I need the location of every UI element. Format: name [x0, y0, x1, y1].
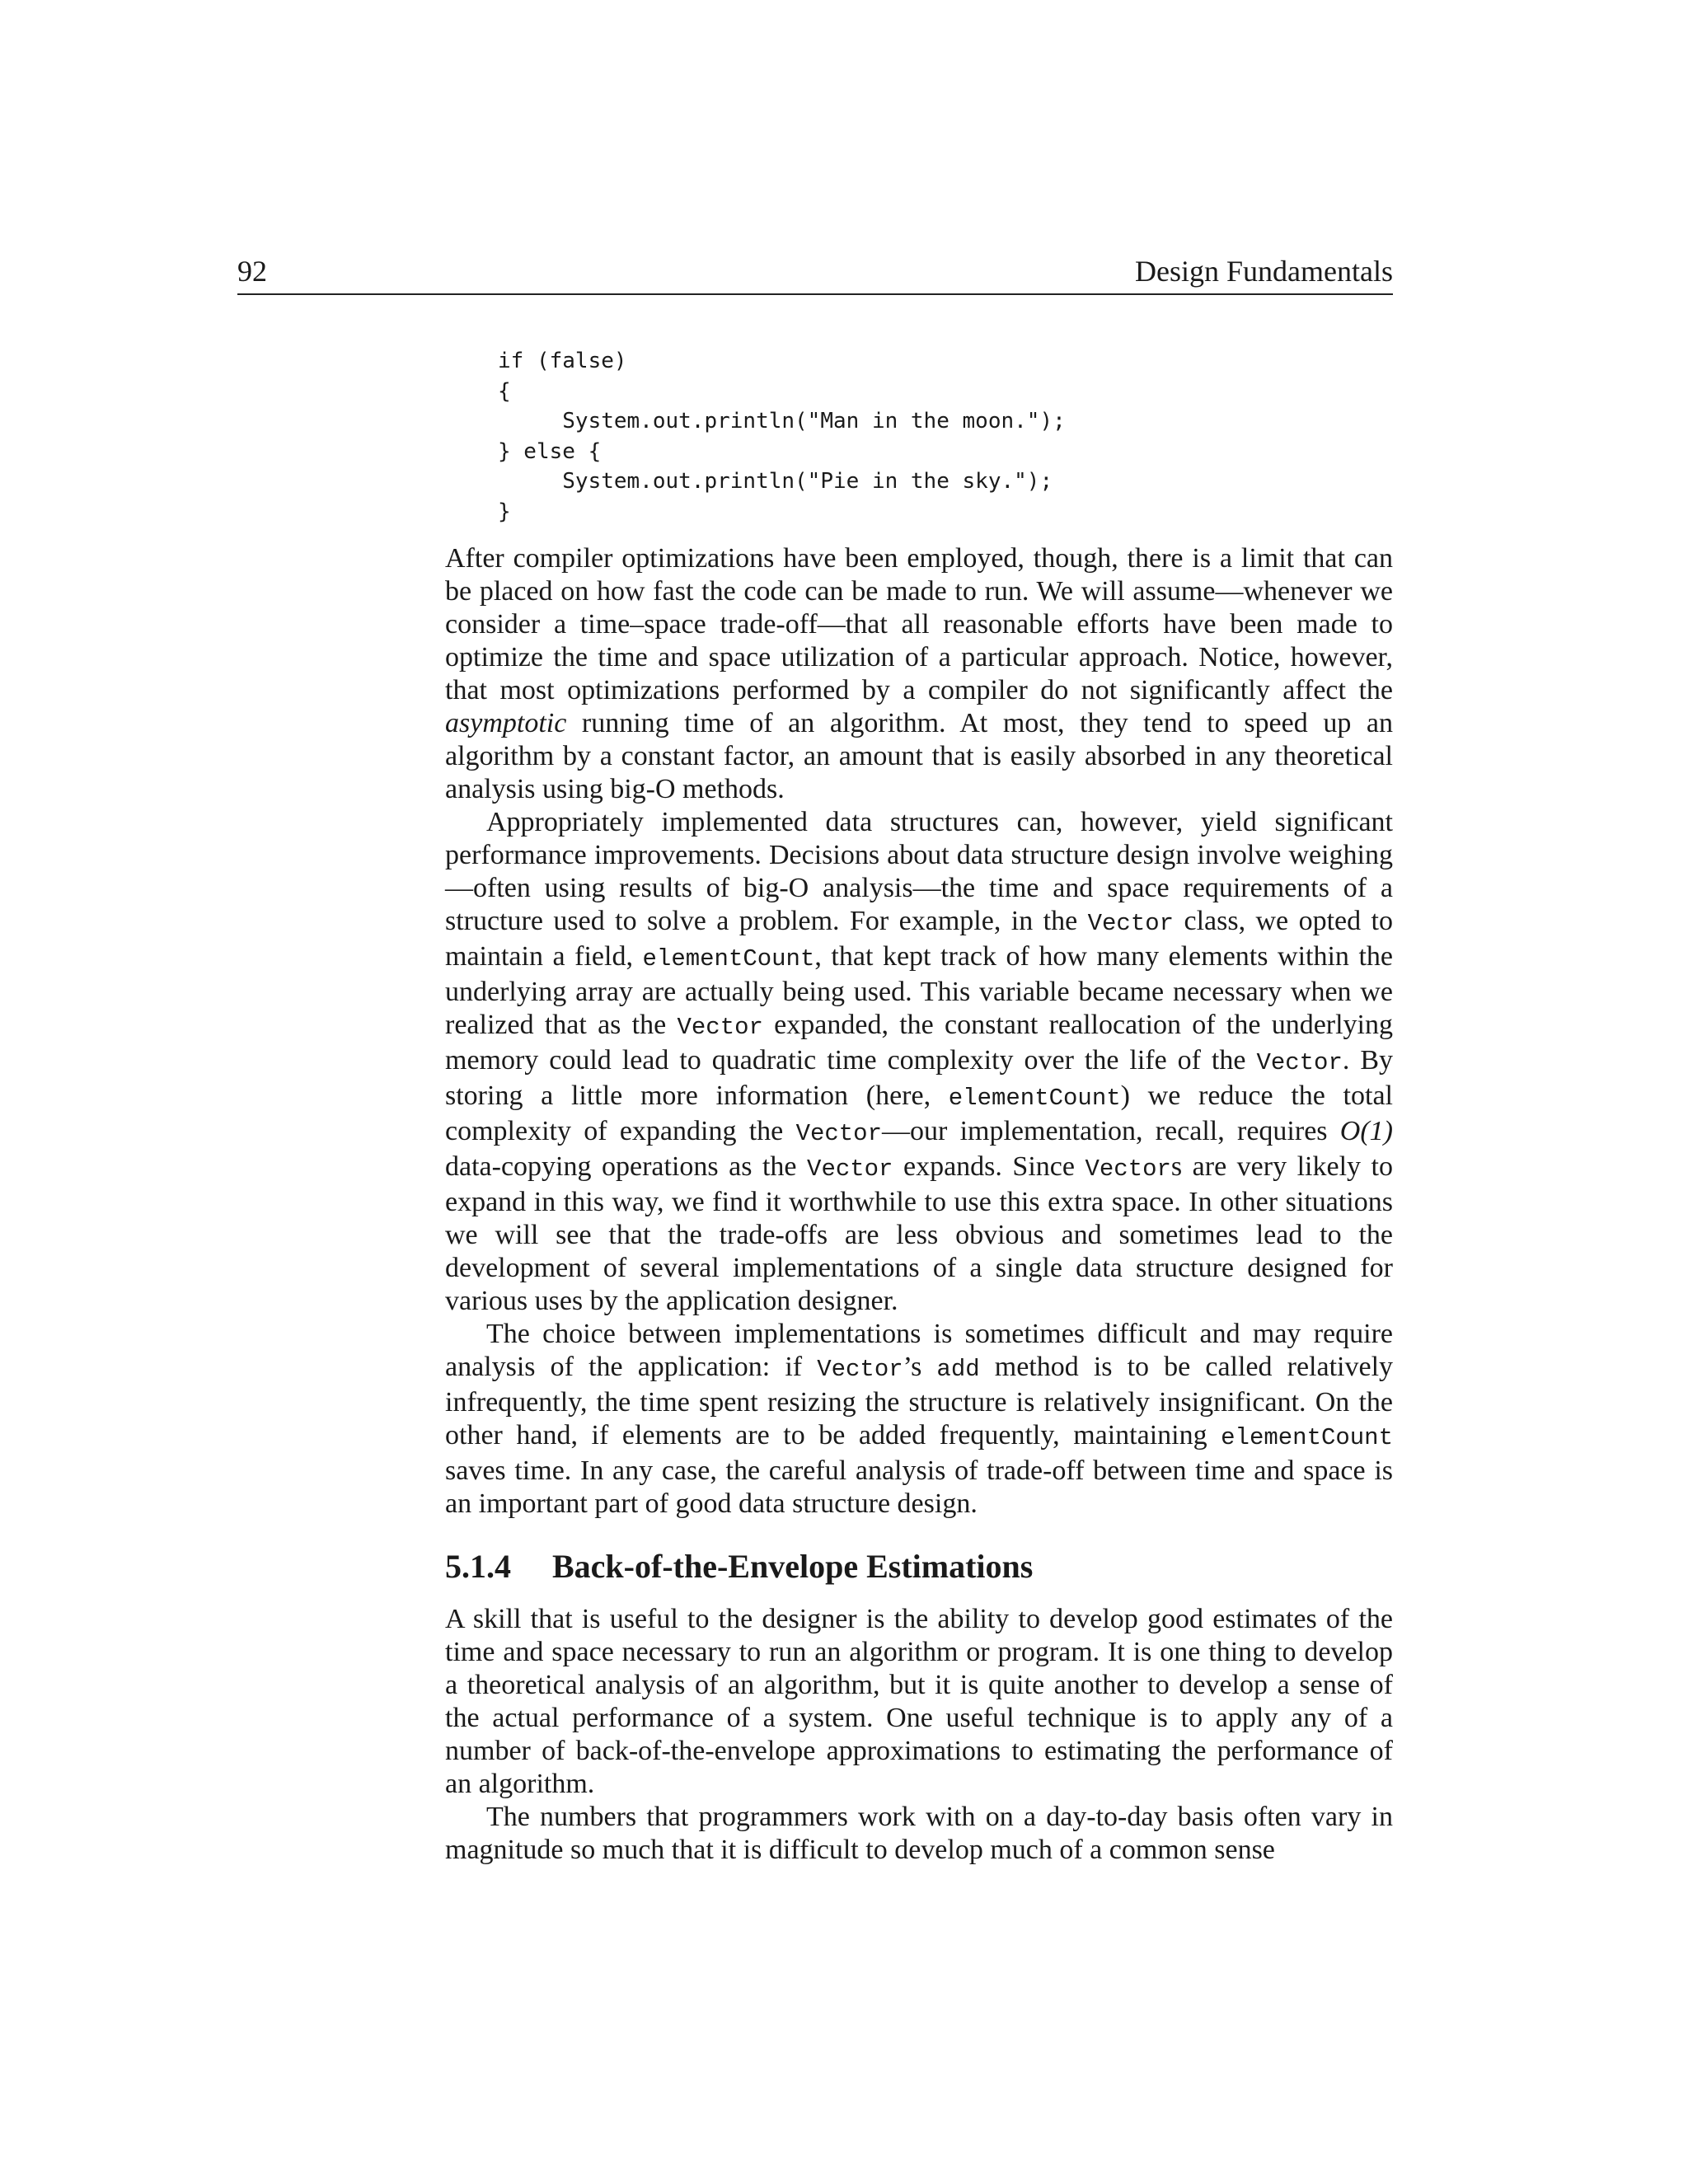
- code-line: } else {: [498, 438, 602, 464]
- code-term: Vector: [817, 1356, 903, 1383]
- paragraph: [445, 1318, 1393, 1521]
- code-term: elementCount: [642, 945, 815, 972]
- paragraph: The numbers that programmers work with on a day-to-day basis often vary in magnitude so much that it is difficult to develop much of a common sense: [445, 1802, 1393, 1865]
- text-run: saves time. In any case, the careful analysis of trade-off between time and space is an important part of good data structure design.: [445, 1455, 1393, 1519]
- code-line: }: [498, 499, 511, 524]
- text-run: Appropriately implemented data structures can, however, yield significant performance improvements. Decisions about data structure design involve weighing—often using results of big-O analysis—the time and space requirements of a structure used to solve a problem. For example, in the: [445, 807, 1393, 936]
- page-number: 92: [237, 255, 267, 288]
- text-run: method is to be called relatively infrequently, the time spent resizing the structure is relatively insignificant. On the other hand, if elements are to be added frequently, maintaining: [445, 1352, 1394, 1451]
- text-run: , that kept track of how many elements within the underlying array are actually being used. This variable became necessary when we realized that as the: [445, 941, 1393, 1040]
- code-term: add: [936, 1356, 980, 1383]
- page-header: [237, 254, 1393, 295]
- code-term: elementCount: [1221, 1424, 1393, 1451]
- code-term: Vector: [1085, 1155, 1171, 1183]
- paragraph: A skill that is useful to the designer is the ability to develop good estimates of the time and space necessary to run an algorithm or program. It is one thing to develop a theoretical analysis of an algorithm, but it is quite another to develop a sense of the actual performance of a system. One useful technique is to apply any of a number of back-of-the-envelope approximations to estimating the performance of an algorithm.: [445, 1604, 1393, 1799]
- section-title: Back-of-the-Envelope Estimations: [552, 1548, 1034, 1585]
- code-term: Vector: [795, 1120, 882, 1147]
- code-term: Vector: [1087, 910, 1175, 937]
- text-run: —our implementation, recall, requires: [881, 1116, 1340, 1146]
- code-line: if (false): [498, 349, 627, 373]
- text-run: ’s: [903, 1352, 937, 1382]
- paragraph: [445, 542, 1393, 806]
- code-term: Vector: [807, 1155, 893, 1183]
- code-term: elementCount: [948, 1085, 1121, 1112]
- text-run: After compiler optimizations have been employed, though, there is a limit that can be placed on how fast the code can be made to run. We will assume—whenever we consider a time–space trade-off—that all reasonable efforts have been made to optimize the time and space utilization of a particular approach. Notice, however, that most optimizations performed by a compiler do not significantly affect the: [445, 543, 1393, 705]
- text-run: ) we reduce the total complexity of expanding the: [445, 1080, 1393, 1146]
- text-run: s are very likely to expand in this way, we find it worthwhile to use this extra space. In other situations we will see that the trade-offs are less obvious and sometimes lead to the development of several implementations of a single data structure designed for various uses by the application designer.: [445, 1151, 1393, 1316]
- code-line: {: [498, 378, 511, 404]
- text-run: class, we opted to maintain a field,: [445, 906, 1394, 972]
- code-line: System.out.println("Pie in the sky.");: [498, 469, 1053, 494]
- text-run: The choice between implementations is sometimes difficult and may require analysis of the application: if: [445, 1319, 1393, 1382]
- code-term: Vector: [1256, 1049, 1343, 1076]
- section-heading: [445, 1547, 1393, 1586]
- body-text: [445, 542, 1393, 1867]
- code-block: [498, 346, 1066, 527]
- paragraph: [445, 806, 1393, 1318]
- emphasis-text: asymptotic: [445, 708, 567, 738]
- text-run: running time of an algorithm. At most, they tend to speed up an algorithm by a constant factor, an amount that is easily absorbed in any theoretical analysis using big-O methods.: [445, 708, 1393, 804]
- math-expression: O(1): [1339, 1116, 1393, 1146]
- text-run: . By storing a little more information (here,: [445, 1045, 1393, 1111]
- text-run: expands. Since: [893, 1151, 1085, 1182]
- code-term: Vector: [677, 1014, 763, 1041]
- code-line: System.out.println("Man in the moon.");: [498, 409, 1066, 434]
- section-number: 5.1.4: [445, 1548, 511, 1585]
- text-run: expanded, the constant reallocation of the underlying memory could lead to quadratic time complexity over the life of the: [445, 1010, 1393, 1076]
- running-title: Design Fundamentals: [1135, 255, 1393, 288]
- text-run: data-copying operations as the: [445, 1151, 808, 1182]
